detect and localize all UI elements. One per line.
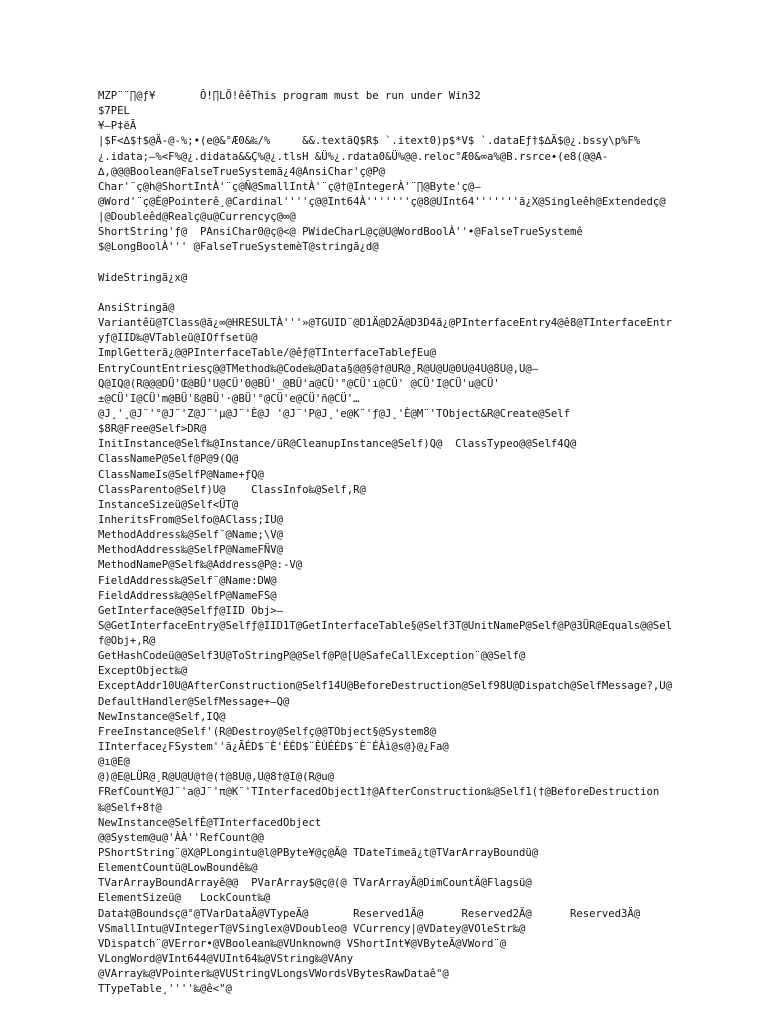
text-line: FieldAddress‰@Self¨@Name:DW@ xyxy=(98,574,277,587)
text-line: $@LongBoolÀ''' @FalseTrueSystemèT@stringã¿d@ xyxy=(98,241,379,254)
document-body xyxy=(98,89,762,997)
text-line: PShortString¨@X@PLongintu@l@PByte¥@ç@Ä@ TDateTimeã¿t@TVarArrayBoundü@ xyxy=(98,847,539,860)
text-line: AnsiStringã@ xyxy=(98,301,175,314)
text-line: ±@CÜ'I@CÜ'm@BÜ'ß@BÜ'·@BÜ'°@CÜ'e@CÜ'ñ@CÜ'… xyxy=(98,392,360,405)
text-line: VLongWord@VInt644@VUInt64‰@VString‰@VAny xyxy=(98,953,354,966)
text-line: MethodNameP@Self‰@Address@P@:-V@ xyxy=(98,559,303,572)
text-line: DefaultHandler@SelfMessage+–Q@ xyxy=(98,695,290,708)
text-line: @VArray‰@VPointer‰@VUStringVLongsVWordsVBytesRawDataê"@ xyxy=(98,968,449,981)
text-line: |@Doubleêd@Realç@u@Currencyç@∞@ xyxy=(98,211,296,224)
text-line: FRefCount¥@J¨'a@J¨'π@K¨'TInterfacedObject1†@AfterConstruction‰@Self1(†@BeforeDestruction xyxy=(98,786,660,799)
text-line: @J¸'¸@J¨'°@J¨'Z@J¨'µ@J¨'È@J '@J¨'P@J¸'e@K¨'ƒ@J¸'È@M¨'TObject&R@Create@Self xyxy=(98,407,570,420)
text-line: |$F<∆$†$@Ä-@-%;•(e@&°Æ0&‰/% &&.textãQ$R$ `.itext0)p$*V$ `.dataEƒ†$∆Ä$@¿.bssy\p%F% xyxy=(98,135,641,148)
text-line: MethodAddress‰@Self¨@Name;\V@ xyxy=(98,529,283,542)
text-line: VDispatch¨@VError•@VBoolean‰@VUnknown@ VShortInt¥@VByteÄ@VWord¨@ xyxy=(98,937,507,950)
text-line: ClassNameIs@SelfP@Name+ƒQ@ xyxy=(98,468,264,481)
text-line: EntryCountEntriesç@@TMethod‰@Code‰@Data§@@§@†@UR@¸R@U@U@0U@4U@8U@,U@– xyxy=(98,362,539,375)
text-line: ExceptObject‰@ xyxy=(98,665,188,678)
text-line: ExceptAddr10U@AfterConstruction@Self14U@BeforeDestruction@Self98U@Dispatch@SelfMessage?,U@ xyxy=(98,680,673,693)
text-line: ElementCountü@LowBoundê‰@ xyxy=(98,862,258,875)
text-line: Data‡@Boundsç@°@TVarDataÄ@VTypeÄ@ Reserved1Ä@ Reserved2Ä@ Reserved3Ä@ xyxy=(98,907,641,920)
text-line: S@GetInterfaceEntry@Selfƒ@IID1T@GetInterfaceTable§@Self3T@UnitNameP@Self@P@3ÜR@Equals@@Sel xyxy=(98,619,673,632)
text-line: ShortString'ƒ@ PAnsiChar0@ç@<@ PWideCharL@ç@U@WordBoolÀ''•@FalseTrueSystemê xyxy=(98,226,583,239)
text-line: TTypeTable¸''''‰@ê<"@ xyxy=(98,983,232,996)
text-line: ClassNameP@Self@P@9(Q@ xyxy=(98,453,239,466)
text-line: VSmallIntu@VIntegerT@VSinglex@VDoubleo@ VCurrency|@VDatey@VOleStr‰@ xyxy=(98,922,526,935)
text-line: ¿.idata;–%<F%@¿.didata&&Ç%@¿.tlsH &Ü%¿.rdata0&Ü%@@.reloc°Æ0&∞a%@B.rsrce∙(e8(@@A- xyxy=(98,150,609,163)
text-line: ElementSizeü@ LockCount‰@ xyxy=(98,892,271,905)
text-line: FreeInstance@Self'(R@Destroy@Selfç@@TObject§@System8@ xyxy=(98,725,437,738)
text-line: Q@IQ@(R@@@DÜ'Œ@BÜ'U@CÜ'0@BÜ'_@BÜ'a@CÜ'°@CÜ'ı@CÜ' @CÜ'I@CÜ'u@CÜ' xyxy=(98,377,500,390)
text-line: ClassParento@Self)U@ ClassInfo‰@Self,R@ xyxy=(98,483,366,496)
text-line: TVarArrayBoundArrayê@@ PVarArray$@ç@(@ TVarArrayÄ@DimCountÄ@Flagsü@ xyxy=(98,877,532,890)
text-line: InstanceSizeü@Self<ÜT@ xyxy=(98,498,239,511)
text-line xyxy=(98,286,762,301)
text-line: @Word'¨ç@È@Pointerê¸@Cardinal''''ç@@Int64À'''''''ç@8@UInt64'''''''ã¿X@Singleêh@Extendedç@ xyxy=(98,195,666,208)
text-line: ImplGetterã¿@@PInterfaceTable/@êƒ@TInterfaceTableƒEu@ xyxy=(98,347,437,360)
text-line: GetHashCodeü@@Self3U@ToStringP@@Self@P@[U@SafeCallException¨@@Self@ xyxy=(98,650,526,663)
text-line: ∆,@@@Boolean@FalseTrueSystemã¿4@AnsiChar'ç@P@ xyxy=(98,165,386,178)
text-line: $8R@Free@Self>DR@ xyxy=(98,423,207,436)
text-line: InitInstance@Self‰@Instance/üR@CleanupInstance@Self)Q@ ClassTypeo@@Self4Q@ xyxy=(98,438,577,451)
text-line: MZP¨¨∏@ƒ¥ Ô!∏LÕ!êêThis program must be run under Win32 xyxy=(98,90,481,102)
text-line: MethodAddress‰@SelfP@NameFÑV@ xyxy=(98,544,283,557)
text-line: ‰@Self+8†@ xyxy=(98,801,162,814)
text-line: ¥–P‡ëÃ xyxy=(98,120,137,133)
text-line: Char'¨ç@h@ShortIntÀ'¨ç@Ñ@SmallIntÀ'¨ç@†@IntegerÀ'¨∏@Byte'ç@– xyxy=(98,180,481,193)
text-line: f@Obj+,R@ xyxy=(98,635,156,648)
text-line: GetInterface@@Selfƒ@IID Obj>– xyxy=(98,604,283,617)
text-line: Variantêü@TClass@ã¿∞@HRESULTÀ'''»@TGUID¨@D1Ä@D2Ä@D3D4ã¿@PInterfaceEntry4@ê8@TInterfaceEntr xyxy=(98,317,673,330)
text-line: IInterface¿FSystem''ã¿ÃÉD$¨È'ÉÉD$¨ÈÙÉÉD$¨È¨ÉÀì@s@}@¿Fa@ xyxy=(98,741,449,754)
text-line: NewInstance@Self,IQ@ xyxy=(98,710,226,723)
text-line: NewInstance@SelfÈ@TInterfacedObject xyxy=(98,816,322,829)
text-line xyxy=(98,256,762,271)
text-line: @ı@E@ xyxy=(98,756,130,769)
text-line: @@System@u@'ÀÀ''RefCount@@ xyxy=(98,831,264,844)
text-line: InheritsFrom@Selfo@AClass;IU@ xyxy=(98,513,283,526)
text-line: FieldAddress‰@@SelfP@NameFS@ xyxy=(98,589,277,602)
text-line: @)@E@LÜR@¸R@U@U@†@(†@8U@,U@8†@I@(R@u@ xyxy=(98,771,334,784)
text-line: WideStringã¿x@ xyxy=(98,271,188,284)
text-line: $7PEL xyxy=(98,105,130,118)
text-line: yƒ@IID‰@VTableü@IOffsetü@ xyxy=(98,332,258,345)
